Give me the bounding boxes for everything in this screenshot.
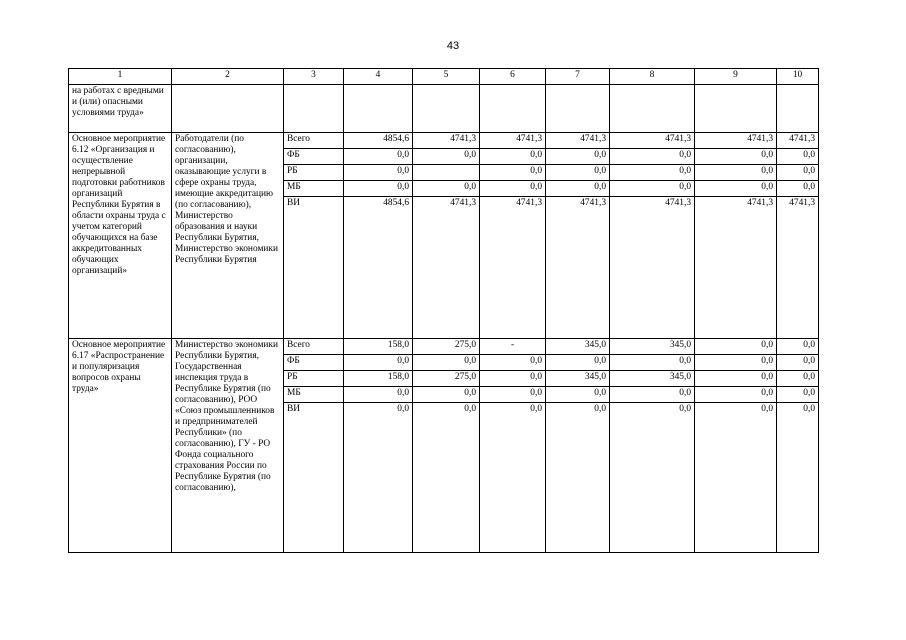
value-cell: 0,0 [610,403,695,553]
value-cell: 4741,3 [695,133,777,149]
measure-name-cell: Основное мероприятие 6.12 «Организация и осуществление непрерывной подготовки работников организаций Республики Бурятия в области охраны труда с учетом категорий обучающихся на базе аккредитованных обучающих организаций» [69,133,172,339]
value-cell: 0,0 [480,149,546,165]
value-cell: 4741,3 [480,197,546,339]
value-cell: - [480,339,546,355]
funding-source-cell: МБ [284,387,344,403]
value-cell: 0,0 [480,371,546,387]
value-cell: 4741,3 [610,133,695,149]
value-cell: 4741,3 [777,133,819,149]
value-cell: 0,0 [344,355,413,371]
empty-cell [172,85,284,133]
value-cell: 0,0 [480,355,546,371]
value-cell: 4741,3 [413,133,480,149]
value-cell: 4741,3 [546,197,610,339]
value-cell: 0,0 [695,165,777,181]
funding-table [68,68,819,553]
funding-source-cell: ФБ [284,149,344,165]
empty-cell [610,85,695,133]
column-header: 1 [69,69,172,85]
empty-cell [344,85,413,133]
executor-cell: Министерство экономики Республики Бурятия, Государственная инспекция труда в Республике Бурятия (по согласованию), РОО «Союз промышленников и предпринимателей Республики» (по согласованию), ГУ - РО Фонда социального страхования России по Республике Бурятия (по согласованию), [172,339,284,553]
value-cell: 0,0 [344,149,413,165]
value-cell: 345,0 [610,339,695,355]
value-cell: 0,0 [777,403,819,553]
measure-name-cell: Основное мероприятие 6.17 «Распространение и популяризация вопросов охраны труда» [69,339,172,553]
value-cell: 158,0 [344,371,413,387]
value-cell: 0,0 [695,387,777,403]
value-cell: 0,0 [695,181,777,197]
column-header: 2 [172,69,284,85]
value-cell: 0,0 [777,181,819,197]
value-cell: 275,0 [413,339,480,355]
executor-cell: Работодатели (по согласованию), организации, оказывающие услуги в сфере охраны труда, имеющие аккредитацию (по согласованию), Министерство образования и науки Республики Бурятия, Министерство экономики Республики Бурятия [172,133,284,339]
value-cell: 345,0 [546,371,610,387]
value-cell: 0,0 [610,181,695,197]
value-cell: 0,0 [546,387,610,403]
funding-row [69,133,819,149]
column-header: 6 [480,69,546,85]
column-header: 3 [284,69,344,85]
value-cell: 0,0 [546,165,610,181]
funding-source-cell: Всего [284,133,344,149]
funding-source-cell: МБ [284,181,344,197]
empty-cell [777,85,819,133]
column-header: 7 [546,69,610,85]
value-cell: 0,0 [777,149,819,165]
funding-row [69,339,819,355]
funding-source-cell: РБ [284,165,344,181]
funding-source-cell: Всего [284,339,344,355]
value-cell: 0,0 [546,355,610,371]
value-cell: 0,0 [695,339,777,355]
value-cell: 0,0 [546,149,610,165]
value-cell: 0,0 [413,149,480,165]
column-header: 5 [413,69,480,85]
funding-source-cell: РБ [284,371,344,387]
value-cell: 158,0 [344,339,413,355]
empty-cell [413,85,480,133]
empty-cell [480,85,546,133]
value-cell: 0,0 [695,149,777,165]
value-cell: 0,0 [344,165,413,181]
value-cell: 0,0 [413,387,480,403]
column-header: 9 [695,69,777,85]
empty-cell [546,85,610,133]
value-cell: 0,0 [480,403,546,553]
value-cell: 4741,3 [695,197,777,339]
funding-source-cell: ВИ [284,197,344,339]
column-header: 8 [610,69,695,85]
value-cell: 345,0 [610,371,695,387]
value-cell: 0,0 [777,339,819,355]
value-cell: 0,0 [546,403,610,553]
value-cell: 0,0 [413,355,480,371]
funding-source-cell: ВИ [284,403,344,553]
value-cell: 0,0 [695,403,777,553]
value-cell: 4741,3 [413,197,480,339]
value-cell: 0,0 [480,387,546,403]
page-number: 43 [446,40,460,52]
value-cell: 0,0 [695,371,777,387]
value-cell: 4741,3 [777,197,819,339]
value-cell: 0,0 [546,181,610,197]
value-cell [413,165,480,181]
table-body [69,69,819,553]
value-cell: 0,0 [777,165,819,181]
measure-name-cell: на работах с вредными и (или) опасными условиями труда» [69,85,172,133]
value-cell: 4854,6 [344,197,413,339]
value-cell: 0,0 [610,355,695,371]
continuation-row [69,85,819,133]
value-cell: 0,0 [777,371,819,387]
empty-cell [695,85,777,133]
value-cell: 0,0 [344,181,413,197]
value-cell: 0,0 [610,149,695,165]
column-number-row [69,69,819,85]
value-cell: 0,0 [777,387,819,403]
value-cell: 0,0 [610,387,695,403]
column-header: 10 [777,69,819,85]
value-cell: 0,0 [413,403,480,553]
value-cell: 0,0 [610,165,695,181]
value-cell: 275,0 [413,371,480,387]
value-cell: 4741,3 [480,133,546,149]
value-cell: 4741,3 [546,133,610,149]
empty-cell [284,85,344,133]
value-cell: 0,0 [777,355,819,371]
value-cell: 4854,6 [344,133,413,149]
value-cell: 0,0 [344,387,413,403]
funding-source-cell: ФБ [284,355,344,371]
value-cell: 345,0 [546,339,610,355]
value-cell: 0,0 [413,181,480,197]
value-cell: 0,0 [344,403,413,553]
value-cell: 0,0 [480,181,546,197]
column-header: 4 [344,69,413,85]
value-cell: 0,0 [695,355,777,371]
value-cell: 4741,3 [610,197,695,339]
value-cell: 0,0 [480,165,546,181]
